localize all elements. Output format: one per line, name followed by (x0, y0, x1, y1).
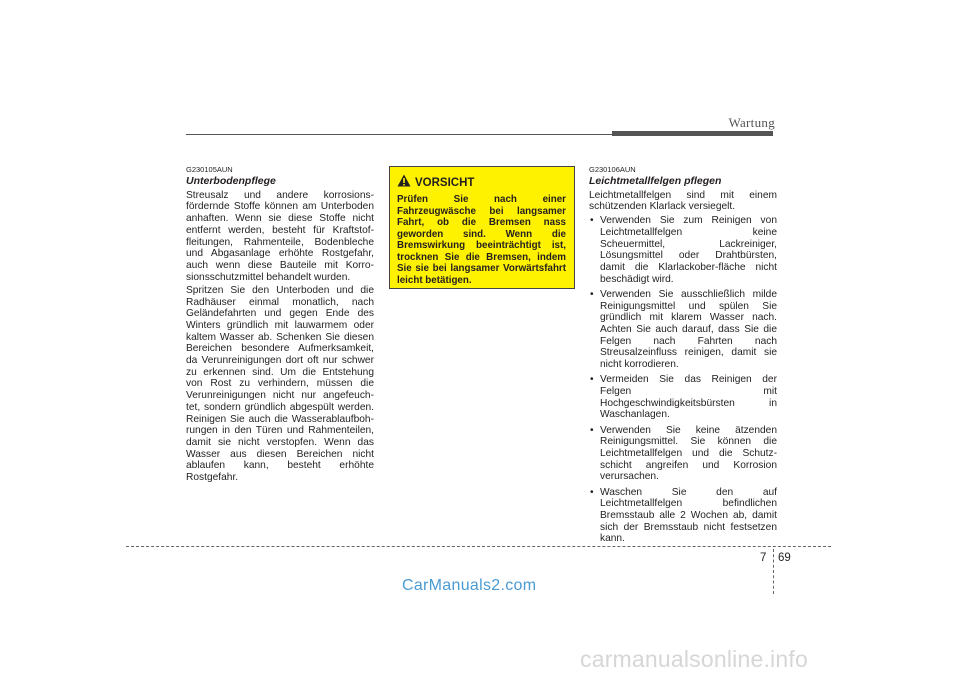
bullet-list (589, 215, 777, 545)
left-column (186, 165, 374, 485)
body-paragraph: Streusalz und andere korrosions-fördernde Stoffe können am Unterboden anhaften. Wenn sie diese Stoffe nicht entfernt werden, besteht für Kraftstof-fleitungen, Rahmenteile, Bodenbleche und Abgasanlage erhöhte Rostgefahr, auch wenn diese Bauteile mit Korro-sionsschutzmittel behandelt wurden. (186, 189, 374, 283)
caution-text: Prüfen Sie nach einer Fahrzeugwäsche bei langsamer Fahrt, ob die Bremsen nass geworden sind. Wenn die Bremswirkung beeinträchtigt ist, trocknen Sie die Bremsen, indem Sie sie bei langsamer Vorwärtsfahrt leicht betätigen. (397, 194, 566, 286)
list-item: • Verwenden Sie zum Reinigen von Leichtmetallfelgen keine Scheuermittel, Lackreiniger, Lösungsmittel oder Drahtbürsten, damit die Klarlackober-fläche nicht beschädigt wird. (589, 215, 777, 285)
caution-header (397, 174, 566, 192)
caution-box (389, 166, 575, 289)
list-item: • Vermeiden Sie das Reinigen der Felgen mit Hochgeschwindigkeitsbürsten in Waschanlagen. (589, 374, 777, 421)
section-heading: Leichtmetallfelgen pflegen (589, 175, 722, 187)
footer-divider (126, 546, 831, 547)
body-paragraph: Spritzen Sie den Unterboden und die Radhäuser einmal monatlich, nach Geländefahrten und gegen Ende des Winters gründlich mit lauwarmem oder kaltem Wasser ab. Schenken Sie diesen Bereichen besondere Aufmerksamkeit, da Verunreinigungen dort oft nur schwer zu erkennen sind. Um die Entstehung von Rost zu verhindern, müssen die Verunreinigungen nicht nur angefeuch-tet, sondern gründlich abgespült werden. Reinigen Sie auch die Wasserablaufboh-rungen in den Türen und Rahmenteilen, damit sie nicht verstopfen. Wenn das Wasser aus diesen Bereichen nicht ablaufen kann, besteht erhöhte Rostgefahr. (186, 284, 374, 484)
section-heading: Unterbodenpflege (186, 175, 276, 187)
list-item: • Verwenden Sie ausschließlich milde Reinigungsmittel und spülen Sie gründlich mit klarem Wasser nach. Achten Sie auch darauf, dass Sie die Felgen nach Fahrten nach Streusalzeinfluss reinigen, damit sie nicht korrodieren. (589, 289, 777, 371)
header-accent-bar (612, 131, 773, 136)
list-item: • Verwenden Sie keine ätzenden Reinigungsmittel. Sie können die Leichtmetallfelgen und die Schutz-schicht angreifen und Korrosion verursachen. (589, 425, 777, 484)
watermark-text: carmanualsonline.info (580, 646, 808, 672)
header-divider (186, 134, 614, 135)
list-item: • Waschen Sie den auf Leichtmetallfelgen befindlichen Bremsstaub alle 2 Wochen ab, damit sich der Bremsstaub nicht festsetzen kann. (589, 487, 777, 546)
section-code: G230106AUN (589, 165, 636, 174)
page-number-separator (773, 549, 774, 594)
page-number: 69 (778, 552, 791, 564)
section-code: G230105AUN (186, 165, 233, 174)
warning-triangle-icon (397, 174, 411, 192)
right-column (589, 165, 777, 549)
chapter-number: 7 (760, 552, 767, 564)
page-header-title: Wartung (728, 115, 775, 130)
watermark-link[interactable]: CarManuals2.com (402, 577, 537, 594)
intro-paragraph: Leichtmetallfelgen sind mit einem schützenden Klarlack versiegelt. (589, 189, 777, 213)
caution-title: VORSICHT (415, 177, 475, 189)
